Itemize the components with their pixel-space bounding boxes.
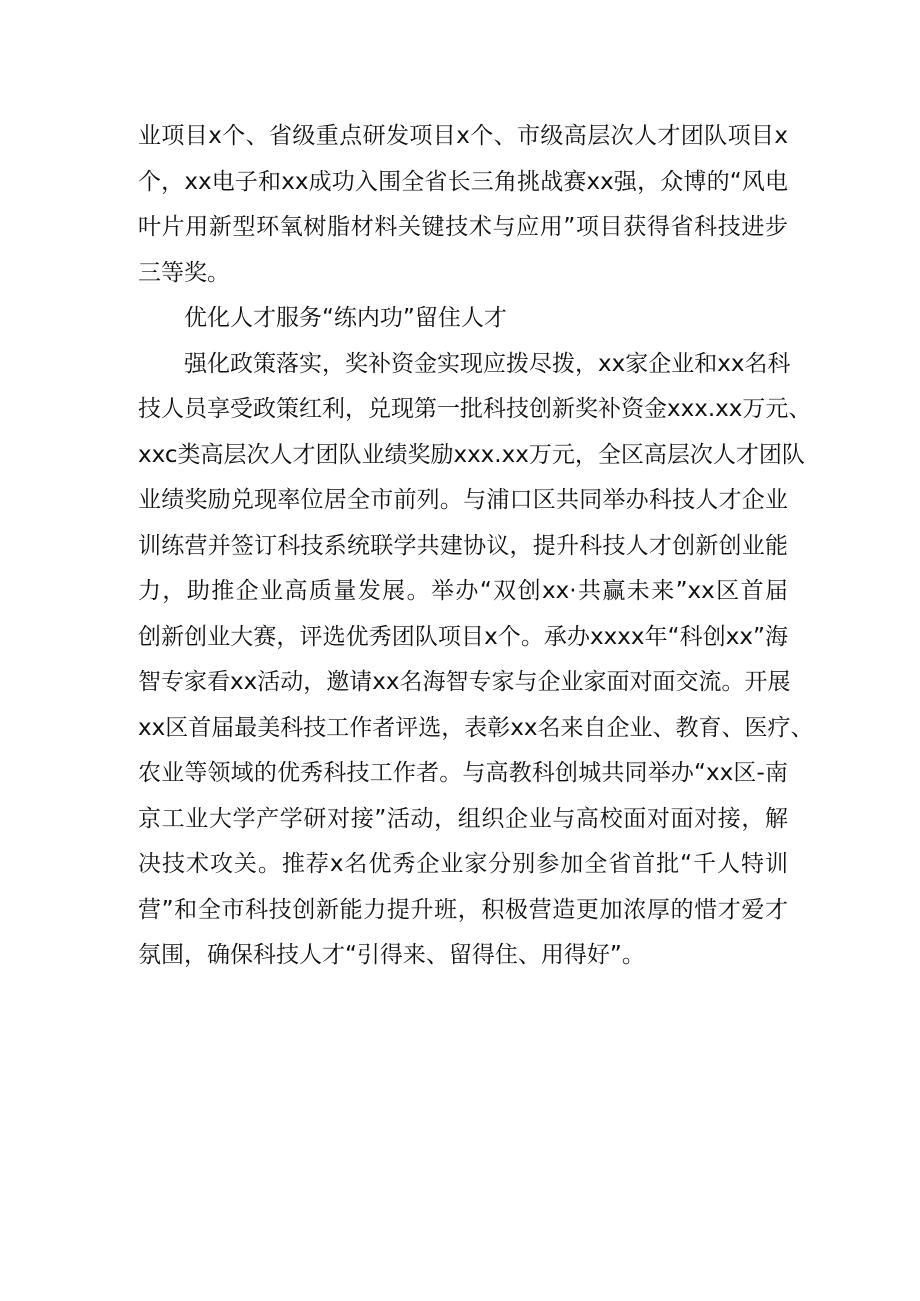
text-line: 氛围，确保科技人才“引得来、留得住、用得好”。 [138,942,645,968]
text-line: xx区首届最美科技工作者评选，表彰xx名来自企业、教育、医疗、 [138,714,814,741]
text-line: 决技术攻关。推荐x名优秀企业家分别参加全省首批“千人特训 [138,851,788,877]
document-page [138,114,814,979]
paragraph-talent-service [138,342,814,979]
text-line: xxc类高层次人才团队业绩奖励xxx.xx万元，全区高层次人才团队 [138,441,805,468]
text-line: 京工业大学产学研对接”活动，组织企业与高校面对面对接，解 [138,805,788,832]
text-line: 三等奖。 [138,259,230,286]
text-line: 农业等领域的优秀科技工作者。与高教科创城共同举办“xx区-南 [138,760,788,786]
text-line: 叶片用新型环氧树脂材料关键技术与应用”项目获得省科技进步 [138,214,788,240]
text-line: 业项目x个、省级重点研发项目x个、市级高层次人才团队项目x [138,123,788,149]
text-line: 力，助推企业高质量发展。举办“双创xx·共赢未来”xx区首届 [138,578,788,604]
text-line: 营”和全市科技创新能力提升班，积极营造更加浓厚的惜才爱才 [138,896,788,923]
text-line: 训练营并签订科技系统联学共建协议，提升科技人才创新创业能 [138,532,788,559]
paragraph-continued [138,114,788,296]
text-line: 创新创业大赛，评选优秀团队项目x个。承办xxxx年“科创xx”海 [138,623,788,650]
text-line: 个，xx电子和xx成功入围全省长三角挑战赛xx强，众博的“风电 [138,168,788,195]
text-line: 智专家看xx活动，邀请xx名海智专家与企业家面对面交流。开展 [138,669,791,695]
text-line: 技人员享受政策红利，兑现第一批科技创新奖补资金xxx.xx万元、 [138,396,812,422]
text-line: 业绩奖励兑现率位居全市前列。与浦口区共同举办科技人才企业 [138,487,788,513]
section-heading: 优化人才服务“练内功”留住人才 [184,305,507,331]
text-line: 强化政策落实，奖补资金实现应拨尽拨，xx家企业和xx名科 [184,350,791,377]
